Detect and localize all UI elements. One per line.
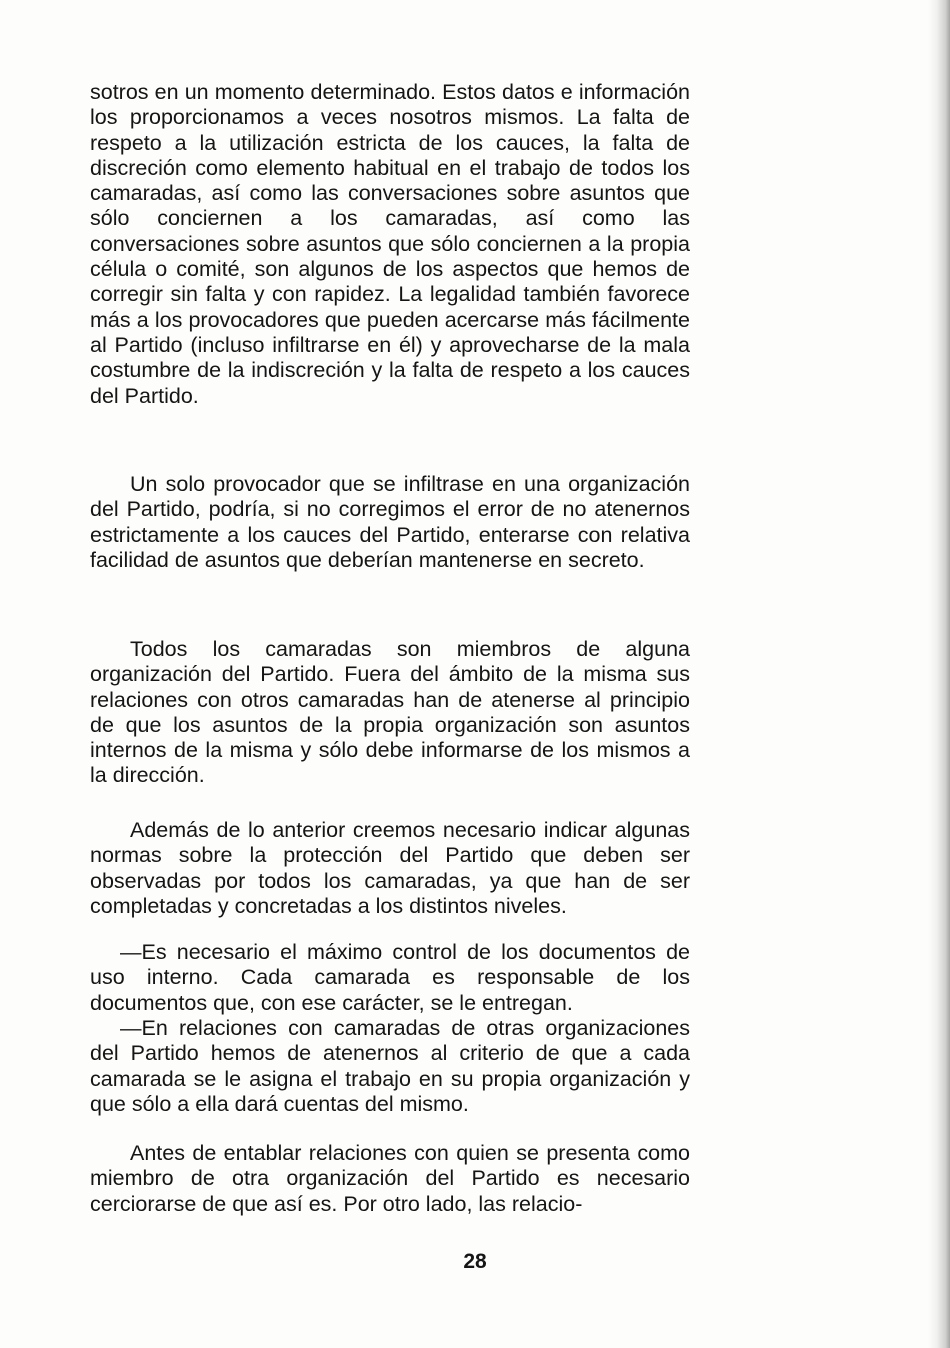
paragraph-2: Un solo provocador que se infiltrase en una organización del Partido, podría, si no corregimos el error de no atenernos estrictamente a los cauces del Partido, enterarse con relativa facilidad de asuntos que deberían mantenerse en secreto. — [90, 472, 690, 572]
paragraph-1: sotros en un momento determinado. Estos datos e información los proporcionamos a veces nosotros mismos. La falta de respeto a la utilización estricta de los cauces, la falta de discreción como elemento habitual en el trabajo de todos los camaradas, así como las conversaciones sobre asuntos que sólo conciernen a los camaradas, así como las conversaciones sobre asuntos que sólo conciernen a la propia célula o comité, son algunos de los aspectos que hemos de corregir sin falta y con rapidez. La legalidad también favorece más a los provocadores que pueden acercarse más fácilmente al Partido (incluso infiltrarse en él) y aprovecharse de la mala costumbre de la indiscreción y la falta de respeto a los cauces del Partido. — [90, 80, 690, 408]
paragraph-7: Antes de entablar relaciones con quien se presenta como miembro de otra organización del Partido es necesario cerciorarse de que así es. Por otro lado, las relacio- — [90, 1141, 690, 1216]
paragraph-3: Todos los camaradas son miembros de alguna organización del Partido. Fuera del ámbito de la misma sus relaciones con otros camaradas han de atenerse al principio de que los asuntos de la propia organización son asuntos internos de la misma y sólo debe informarse de los mismos a la dirección. — [90, 637, 690, 788]
page-number: 28 — [463, 1250, 487, 1273]
paragraph-6: —En relaciones con camaradas de otras organizaciones del Partido hemos de atenernos al criterio de que a cada camarada se le asigna el trabajo en su propia organización y que sólo a ella dará cuentas del mismo. — [90, 1016, 690, 1116]
page-edge-shadow — [928, 0, 950, 1348]
paragraph-4: Además de lo anterior creemos necesario indicar algunas normas sobre la protección del Partido que deben ser observadas por todos los camaradas, ya que han de ser completadas y concretadas a los distintos niveles. — [90, 818, 690, 918]
paragraph-5: —Es necesario el máximo control de los documentos de uso interno. Cada camarada es responsable de los documentos que, con ese carácter, se le entregan. — [90, 940, 690, 1015]
